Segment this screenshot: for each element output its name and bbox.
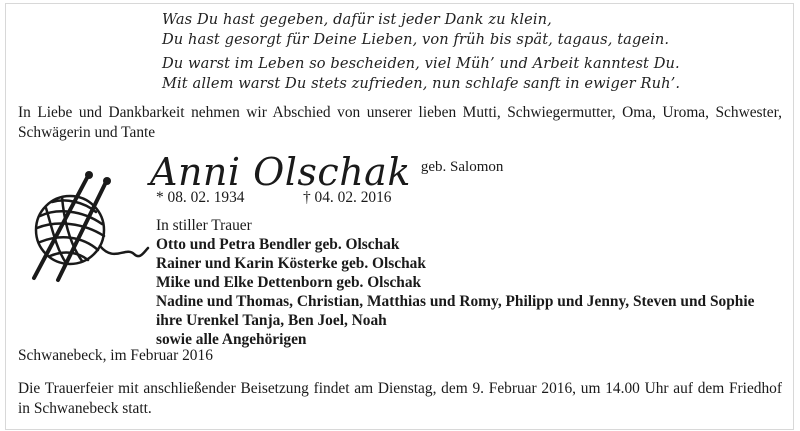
poem-stanza-1 xyxy=(162,10,680,50)
poem-line: Du warst im Leben so bescheiden, viel Müh’ und Arbeit kanntest Du. xyxy=(162,55,680,72)
maiden-name: geb. Salomon xyxy=(420,159,504,175)
mourner-line: sowie alle Angehörigen xyxy=(156,331,307,348)
mourner-line: Rainer und Karin Kösterke geb. Olschak xyxy=(156,255,426,272)
mourner-line: Mike und Elke Dettenborn geb. Olschak xyxy=(156,274,422,291)
poem-line: Mit allem warst Du stets zufrieden, nun schlafe sanft in ewiger Ruh’. xyxy=(162,75,681,92)
poem-line: Du hast gesorgt für Deine Lieben, von früh bis spät, tagaus, tagein. xyxy=(162,31,670,48)
poem xyxy=(162,10,680,98)
mourner-line: Nadine und Thomas, Christian, Matthias und Romy, Philipp und Jenny, Steven und Sophie xyxy=(156,293,755,310)
place-date: Schwanebeck, im Februar 2016 xyxy=(18,347,213,364)
mourner-line: Otto und Petra Bendler geb. Olschak xyxy=(156,236,400,253)
deceased-name-row xyxy=(150,150,503,194)
deceased-name: Anni Olschak xyxy=(150,150,411,194)
death-date: † 04. 02. 2016 xyxy=(303,189,392,206)
birth-date: * 08. 02. 1934 xyxy=(156,189,245,206)
poem-line: Was Du hast gegeben, dafür ist jeder Dank zu klein, xyxy=(162,11,552,28)
yarn-ball-knitting-needles-icon xyxy=(22,168,150,283)
mourners-lead: In stiller Trauer xyxy=(156,217,252,234)
mourners-list xyxy=(156,216,754,349)
funeral-notice: Die Trauerfeier mit anschließender Beisetzung findet am Dienstag, dem 9. Februar 2016, um 14.00 Uhr auf dem Friedhof in Schwanebeck statt. xyxy=(18,380,782,417)
poem-stanza-2 xyxy=(162,54,680,94)
mourner-line: ihre Urenkel Tanja, Ben Joel, Noah xyxy=(156,312,387,329)
intro-text: In Liebe und Dankbarkeit nehmen wir Abschied von unserer lieben Mutti, Schwiegermutter, Oma, Uroma, Schwester, Schwägerin und Tante xyxy=(18,104,782,141)
